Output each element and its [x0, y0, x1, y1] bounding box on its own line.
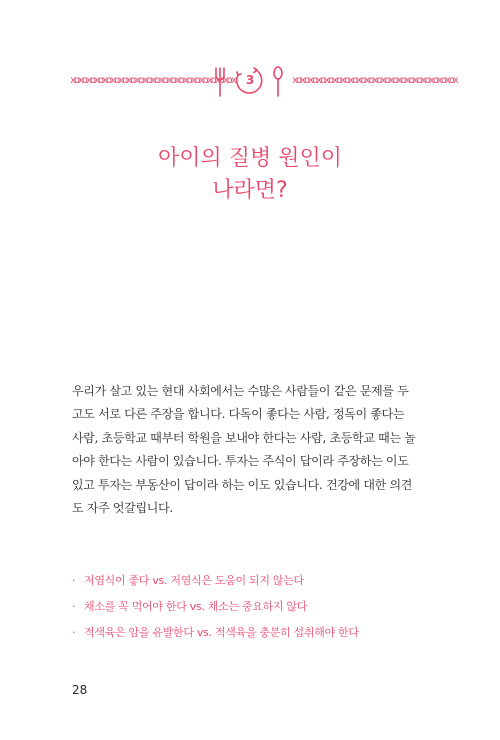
title-line-2: 나라면? [212, 178, 288, 203]
list-item [72, 625, 442, 651]
chapter-header [70, 63, 457, 101]
opinion-list [72, 573, 442, 651]
body-line: 아야 한다는 사람이 있습니다. 투자는 주식이 답이라 주장하는 이도 [72, 454, 409, 469]
fork-icon [216, 68, 224, 96]
bullet-marker: · [72, 600, 76, 613]
body-line: 고도 서로 다른 주장을 합니다. 다독이 좋다는 사람, 정독이 좋다는 [72, 407, 405, 422]
chapter-number: 3 [245, 73, 255, 87]
list-item-text: 적색육은 암을 유발한다 vs. 적색육을 충분히 섭취해야 한다 [84, 626, 359, 639]
body-line: 도 자주 엇갈립니다. [72, 501, 173, 516]
page-number: 28 [72, 683, 88, 697]
body-line: 우리가 살고 있는 현대 사회에서는 수많은 사람들이 같은 문제를 두 [72, 384, 409, 398]
list-item [72, 599, 442, 625]
decorative-pattern-left: xoxoxoxoxoxoxoxoxoxoxoxoxoxoxoxoxoxoxoxox [70, 75, 235, 86]
bullet-marker: · [72, 574, 76, 587]
list-item [72, 573, 442, 599]
list-item-text: 채소를 꼭 먹어야 한다 vs. 채소는 중요하지 않다 [84, 600, 308, 613]
chapter-title [0, 143, 500, 207]
title-line-1: 아이의 질병 원인이 [157, 146, 342, 171]
list-item-text: 저염식이 좋다 vs. 저염식은 도움이 되지 않는다 [84, 574, 304, 587]
bullet-marker: · [72, 626, 76, 639]
body-line: 사람, 초등학교 때부터 학원을 보내야 한다는 사람, 초등학교 때는 놀 [72, 430, 416, 445]
decorative-pattern-right: xoxoxoxoxoxoxoxoxoxoxoxoxoxoxoxoxoxoxoxox [292, 75, 457, 86]
body-paragraph [72, 380, 429, 520]
spoon-icon [274, 67, 282, 96]
body-line: 있고 투자는 부동산이 답이라 하는 이도 있습니다. 건강에 대한 의견 [72, 477, 413, 492]
